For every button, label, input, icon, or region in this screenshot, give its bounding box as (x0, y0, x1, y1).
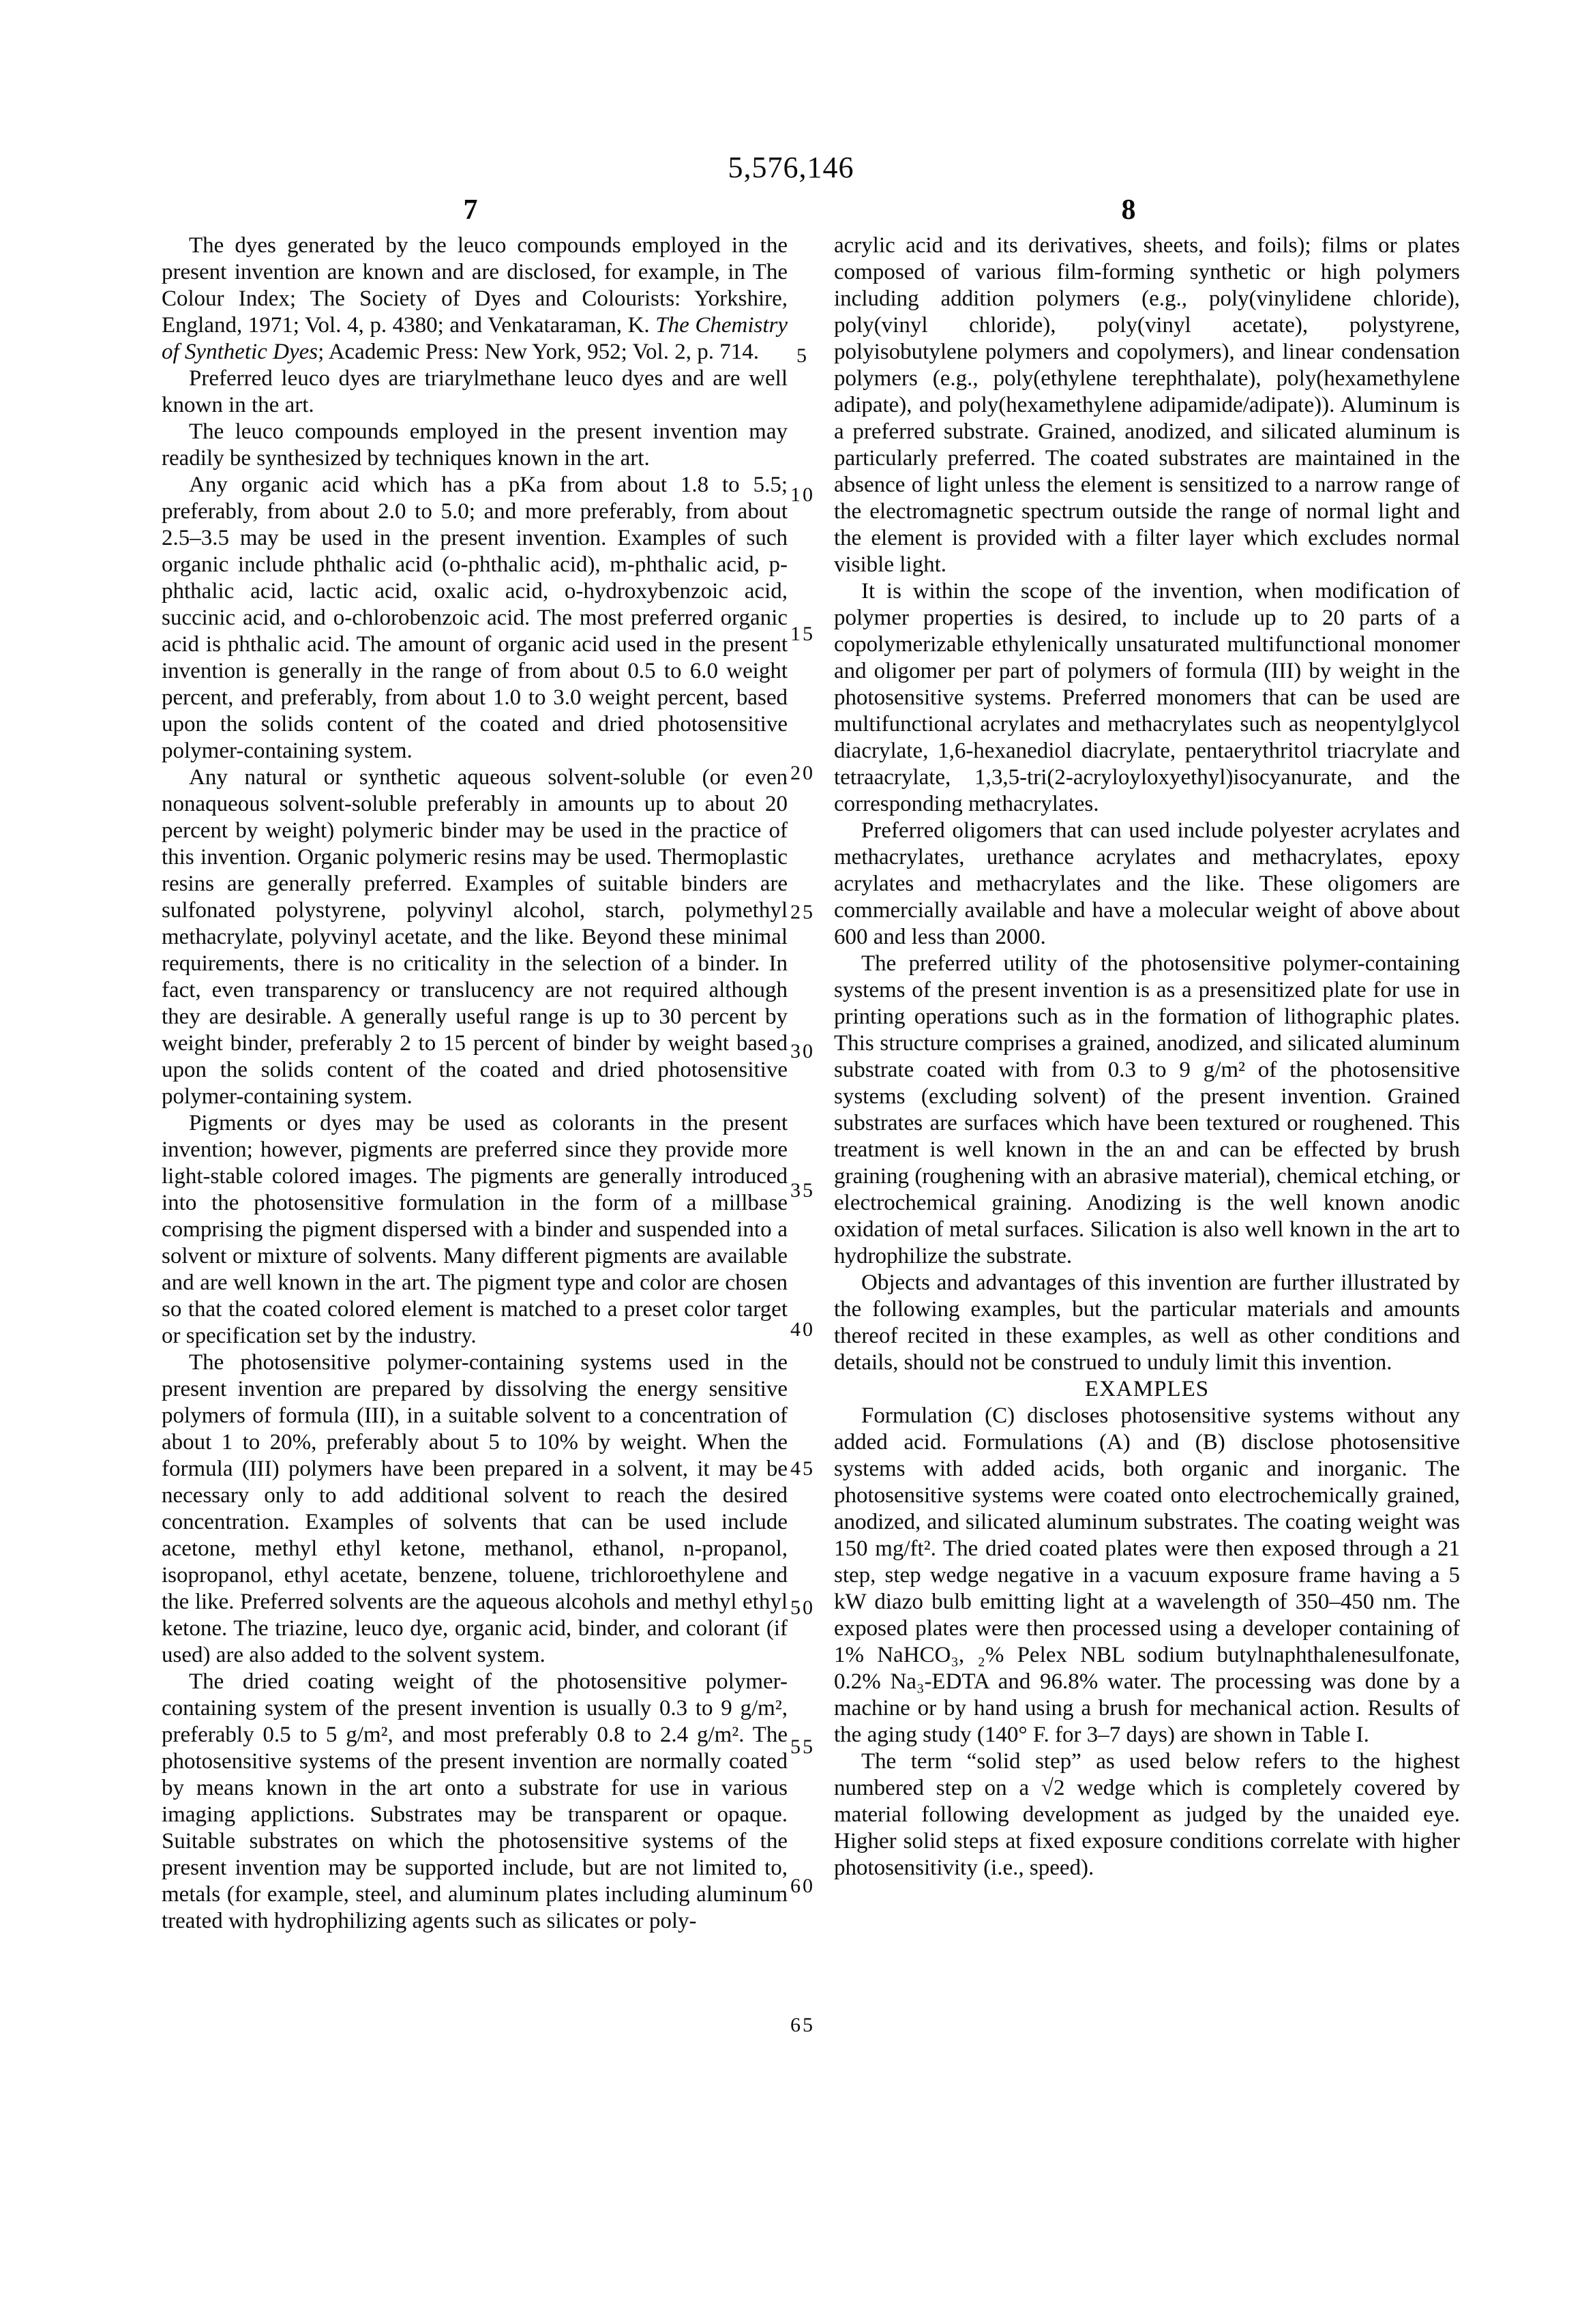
paragraph-coating-weight: The dried coating weight of the photosensitive polymer-containing system of the present invention is usually 0.3 to 9 g/m², preferably 0.5 to 5 g/m², and most preferably 0.8 to 2.4 g/m². The photosensitive systems of the present invention are normally coated by means known in the art onto a substrate for use in various imaging applictions. Substrates may be transparent or opaque. Suitable substrates on which the photosensitive systems of the present invention may be supported include, but are not limited to, metals (for example, steel, and aluminum plates including aluminum treated with hydrophilizing agents such as silicates or poly- (162, 1669, 788, 1933)
line-number-5: 5 (796, 344, 809, 367)
examples-heading: EXAMPLES (1084, 1377, 1210, 1401)
paragraph-objects-advantages: Objects and advantages of this invention are further illustrated by the following examples, but the particular materials and amounts thereof recited in these examples, as well as other conditions and details, should not be construed to unduly limit this invention. (834, 1270, 1460, 1375)
citation-text-after: ; Academic Press: New York, 952; Vol. 2, p. 714. (318, 340, 759, 364)
paragraph-leuco-synthesis: The leuco compounds employed in the present invention may readily be synthesized by techniques known in the art. (162, 419, 788, 471)
patent-number: 5,576,146 (728, 151, 854, 184)
paragraph-polymeric-binder: Any natural or synthetic aqueous solvent-soluble (or even nonaqueous solvent-soluble preferably in amounts up to about 20 percent by weight) polymeric binder may be used in the practice of this invention. Organic polymeric resins may be used. Thermoplastic resins are generally preferred. Examples of suitable binders are sulfonated polystyrene, polyvinyl alcohol, starch, polymethyl methacrylate, polyvinyl acetate, and the like. Beyond these minimal requirements, there is no criticality in the selection of a binder. In fact, even transparency or translucency are not required although they are desirable. A generally useful range is up to 30 percent by weight binder, preferably 2 to 15 percent of binder by weight based upon the solids content of the coated and dried photosensitive polymer-containing system. (162, 765, 788, 1109)
line-number-55: 55 (790, 1735, 815, 1758)
column-number-right: 8 (1121, 194, 1136, 226)
line-number-25: 25 (790, 901, 815, 923)
paragraph-organic-acids: Any organic acid which has a pKa from about 1.8 to 5.5; preferably, from about 2.0 to 5.0; and more preferably, from about 2.5–3.5 may be used in the present invention. Examples of such organic include phthalic acid (o-phthalic acid), m-phthalic acid, p-phthalic acid, lactic acid, oxalic acid, o-hydroxybenzoic acid, succinic acid, and o-chlorobenzoic acid. The most preferred organic acid is phthalic acid. The amount of organic acid used in the present invention is generally in the range of from about 0.5 to 6.0 weight percent, and preferably, from about 1.0 to 3.0 weight percent, based upon the solids content of the coated and dried photosensitive polymer-containing system. (162, 473, 788, 763)
line-number-60: 60 (790, 1875, 815, 1897)
paragraph-leuco-dyes-citation (162, 233, 788, 366)
paragraph-preferred-oligomers: Preferred oligomers that can used include polyester acrylates and methacrylates, urethance acrylates and methacrylates, epoxy acrylates and methacrylates and the like. These oligomers are commercially available and have a molecular weight of above about 600 and less than 2000. (834, 818, 1460, 949)
paragraph-substrates-continuation: acrylic acid and its derivatives, sheets, and foils); films or plates composed of various film-forming synthetic or high polymers including addition polymers (e.g., poly(vinylidene chloride), poly(vinyl chloride), poly(vinyl acetate), polystyrene, polyisobutylene polymers and copolymers), and linear condensation polymers (e.g., poly(ethylene terephthalate), poly(hexamethylene adipate), and poly(hexamethylene adipamide/adipate)). Aluminum is a preferred substrate. Grained, anodized, and silicated aluminum is particularly preferred. The coated substrates are maintained in the absence of light unless the element is sensitized to a narrow range of the electromagnetic spectrum outside the range of normal light and the element is provided with a filter layer which excludes normal visible light. (834, 233, 1460, 577)
paragraph-pigments-dyes: Pigments or dyes may be used as colorants in the present invention; however, pigments are preferred since they provide more light-stable colored images. The pigments are generally introduced into the photosensitive formulation in the form of a millbase comprising the pigment dispersed with a binder and suspended into a solvent or mixture of solvents. Many different pigments are available and are well known in the art. The pigment type and color are chosen so that the coated colored element is matched to a preset color target or specification set by the industry. (162, 1111, 788, 1348)
line-number-35: 35 (790, 1179, 815, 1202)
paragraph-solvent-systems: The photosensitive polymer-containing systems used in the present invention are prepared by dissolving the energy sensitive polymers of formula (III), in a suitable solvent to a concentration of about 1 to 20%, preferably about 5 to 10% by weight. When the formula (III) polymers have been prepared in a solvent, it may be necessary only to add additional solvent to reach the desired concentration. Examples of solvents that can be used include acetone, methyl ethyl ketone, methanol, ethanol, n-propanol, isopropanol, ethyl acetate, benzene, toluene, trichloroethylene and the like. Preferred solvents are the aqueous alcohols and methyl ethyl ketone. The triazine, leuco dye, organic acid, binder, and colorant (if used) are also added to the solvent system. (162, 1350, 788, 1667)
line-number-30: 30 (790, 1040, 815, 1062)
line-number-50: 50 (790, 1596, 815, 1619)
line-number-15: 15 (790, 623, 815, 645)
paragraph-presensitized-plate: The preferred utility of the photosensitive polymer-containing systems of the present invention is as a presensitized plate for use in printing operations such as in the formation of lithographic plates. This structure comprises a grained, anodized, and silicated aluminum substrate coated with from 0.3 to 9 g/m² of the photosensitive systems (excluding solvent) of the present invention. Grained substrates are surfaces which have been textured or roughened. This treatment is well known in the an and can be effected by brush graining (roughening with an abrasive material), chemical etching, or electrochemical graining. Anodizing is the well known anodic oxidation of metal surfaces. Silication is also well known in the art to hydrophilize the substrate. (834, 951, 1460, 1268)
paragraph-multifunctional-monomers: It is within the scope of the invention, when modification of polymer properties is desired, to include up to 20 parts of a copolymerizable ethylenically unsaturated multifunctional monomer and oligomer per part of polymers of formula (III) by weight in the photosensitive systems. Preferred monomers that can be used are multifunctional acrylates and methacrylates such as neopentylglycol diacrylate, 1,6-hexanediol diacrylate, pentaerythritol triacrylate and tetraacrylate, 1,3,5-tri(2-acryloyloxyethyl)isocyanurate, and the corresponding methacrylates. (834, 579, 1460, 816)
right-column (834, 233, 1460, 1881)
paragraph-preferred-leuco-dyes: Preferred leuco dyes are triarylmethane leuco dyes and are well known in the art. (162, 366, 788, 417)
line-number-20: 20 (790, 762, 815, 784)
column-number-left: 7 (463, 194, 478, 226)
line-number-10: 10 (790, 483, 815, 506)
paragraph-formulations: Formulation (C) discloses photosensitive systems without any added acid. Formulations (A) and (B) disclose photosensitive systems with added acids, both organic and inorganic. The photosensitive systems were coated onto electrochemically grained, anodized, and silicated aluminum substrates. The coating weight was 150 mg/ft². The dried coated plates were then exposed through a 21 step, step wedge negative in a vacuum exposure frame having a 5 kW diazo bulb emitting light at a wavelength of 350–450 nm. The exposed plates were then processed using a developer containing of 1% NaHCO₃, ₂% Pelex NBL sodium butylnaphthalenesulfonate, 0.2% Na₃-EDTA and 96.8% water. The processing was done by a machine or by hand using a brush for mechanical action. Results of the aging study (140° F. for 3–7 days) are shown in Table I. (834, 1403, 1460, 1747)
left-column (162, 233, 788, 1935)
italic-book-title: The Chemistry of Synthetic Dyes (162, 313, 788, 364)
line-number-40: 40 (790, 1318, 815, 1341)
paragraph-solid-step-definition: The term “solid step” as used below refers to the highest numbered step on a √2 wedge which is completely covered by material following development as judged by the unaided eye. Higher solid steps at fixed exposure conditions correlate with higher photosensitivity (i.e., speed). (834, 1749, 1460, 1880)
line-number-45: 45 (790, 1457, 815, 1480)
line-number-65: 65 (790, 2014, 815, 2036)
citation-text-before: The dyes generated by the leuco compounds employed in the present invention are known and are disclosed, for example, in The Colour Index; The Society of Dyes and Colourists: Yorkshire, England, 1971; Vol. 4, p. 4380; and Venkataraman, K. (162, 233, 788, 338)
